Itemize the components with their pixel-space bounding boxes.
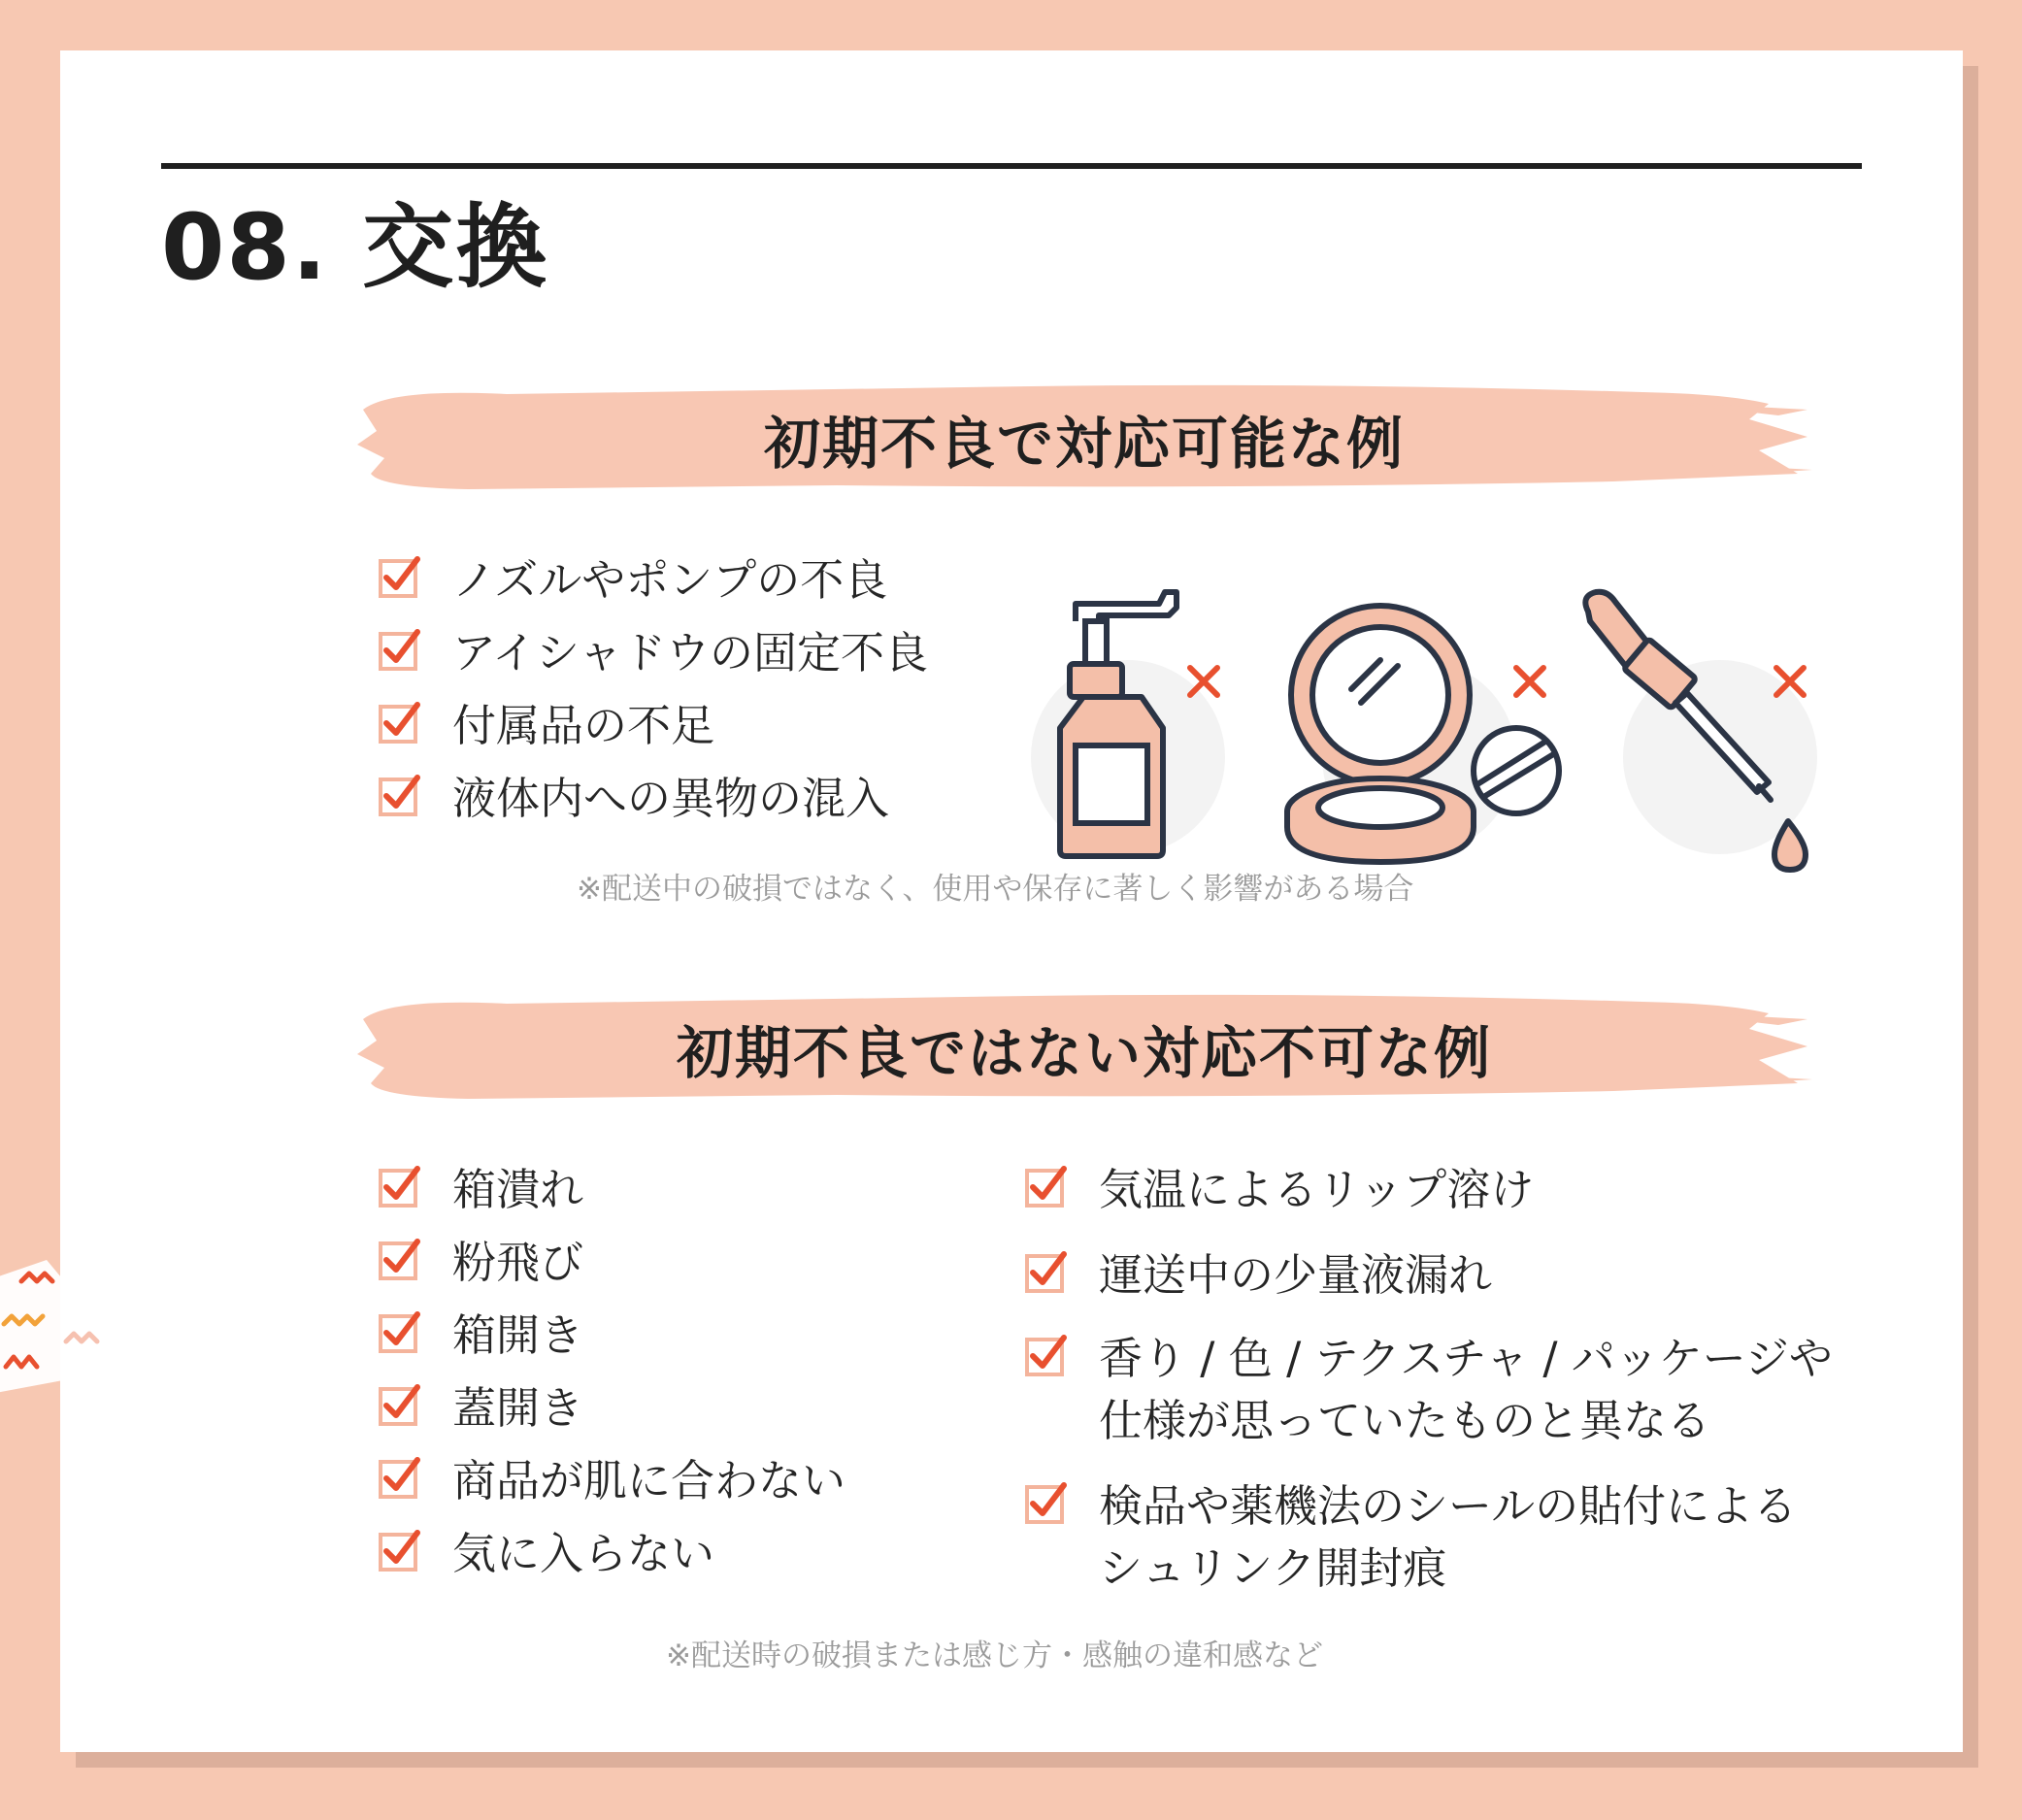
section2-heading: 初期不良ではない対応不可な例: [676, 1020, 1492, 1086]
list-item-label: 液体内への異物の混入: [452, 773, 890, 824]
list-item: [377, 1232, 845, 1305]
checkbox-icon: [377, 1527, 423, 1573]
compact-powder-icon: [1283, 582, 1575, 874]
checkbox-icon: [377, 772, 423, 818]
checkbox-icon: [377, 699, 423, 745]
list-item: [1023, 1244, 1833, 1328]
section1-heading: 初期不良で対応可能な例: [763, 411, 1405, 477]
list-item: [377, 549, 928, 622]
list-item-label: [1099, 1475, 1797, 1600]
list-item-label: 商品が肌に合わない: [452, 1455, 846, 1506]
list-item: [377, 622, 928, 695]
dropper-icon: [1575, 582, 1827, 874]
list-item: [377, 1450, 845, 1523]
page-title: 08. 交換: [161, 195, 549, 301]
checkbox-icon: [377, 1163, 423, 1209]
list-item: [377, 768, 928, 841]
list-item-label: 蓋開き: [452, 1382, 584, 1434]
section2-left-list: [377, 1159, 845, 1596]
section2-note: ※配送時の破損または感じ方・感触の違和感など: [666, 1638, 1323, 1673]
list-item-label: [1099, 1328, 1833, 1452]
checkbox-icon: [377, 1454, 423, 1501]
list-item: [377, 1159, 845, 1232]
list-item: [1023, 1159, 1833, 1244]
checkbox-icon: [1023, 1163, 1070, 1209]
section1-heading-banner: [351, 381, 1817, 497]
header-rule: [161, 163, 1862, 169]
pump-bottle-icon: [1021, 582, 1264, 874]
checkbox-icon: [1023, 1479, 1070, 1526]
list-item-label: 箱潰れ: [452, 1164, 584, 1215]
list-item-label: ノズルやポンプの不良: [452, 554, 888, 606]
checkbox-icon: [1023, 1332, 1070, 1378]
checkbox-icon: [377, 626, 423, 673]
content-card: [60, 50, 1963, 1752]
section1-list: [377, 549, 928, 841]
list-item-label: 気に入らない: [452, 1528, 715, 1579]
list-item-label: 運送中の少量液漏れ: [1099, 1249, 1493, 1301]
checkbox-icon: [377, 553, 423, 600]
list-item: [377, 1305, 845, 1377]
list-item-label: 粉飛び: [452, 1237, 584, 1288]
list-item: [1023, 1328, 1833, 1475]
list-item-label: 箱開き: [452, 1309, 584, 1361]
list-item-line: 検品や薬機法のシールの貼付による: [1099, 1480, 1798, 1532]
decorative-tape: [0, 1252, 155, 1398]
section1-note: ※配送中の破損ではなく、使用や保存に著しく影響がある場合: [577, 872, 1414, 907]
list-item: [377, 1523, 845, 1596]
list-item-label: アイシャドウの固定不良: [452, 627, 929, 678]
section2-heading-banner: [351, 990, 1817, 1107]
list-item-label: 気温によるリップ溶け: [1099, 1164, 1535, 1215]
checkbox-icon: [377, 1381, 423, 1428]
list-item-line: 仕様が思っていたものと異なる: [1099, 1395, 1711, 1446]
list-item: [377, 695, 928, 768]
section2-right-list: [1023, 1159, 1833, 1611]
list-item: [1023, 1475, 1833, 1611]
checkbox-icon: [377, 1236, 423, 1282]
list-item-line: 香り / 色 / テクスチャ / パッケージや: [1099, 1333, 1833, 1384]
list-item-label: 付属品の不足: [452, 700, 715, 751]
list-item-line: シュリンク開封痕: [1099, 1542, 1447, 1594]
list-item: [377, 1377, 845, 1450]
checkbox-icon: [1023, 1248, 1070, 1295]
checkbox-icon: [377, 1308, 423, 1355]
